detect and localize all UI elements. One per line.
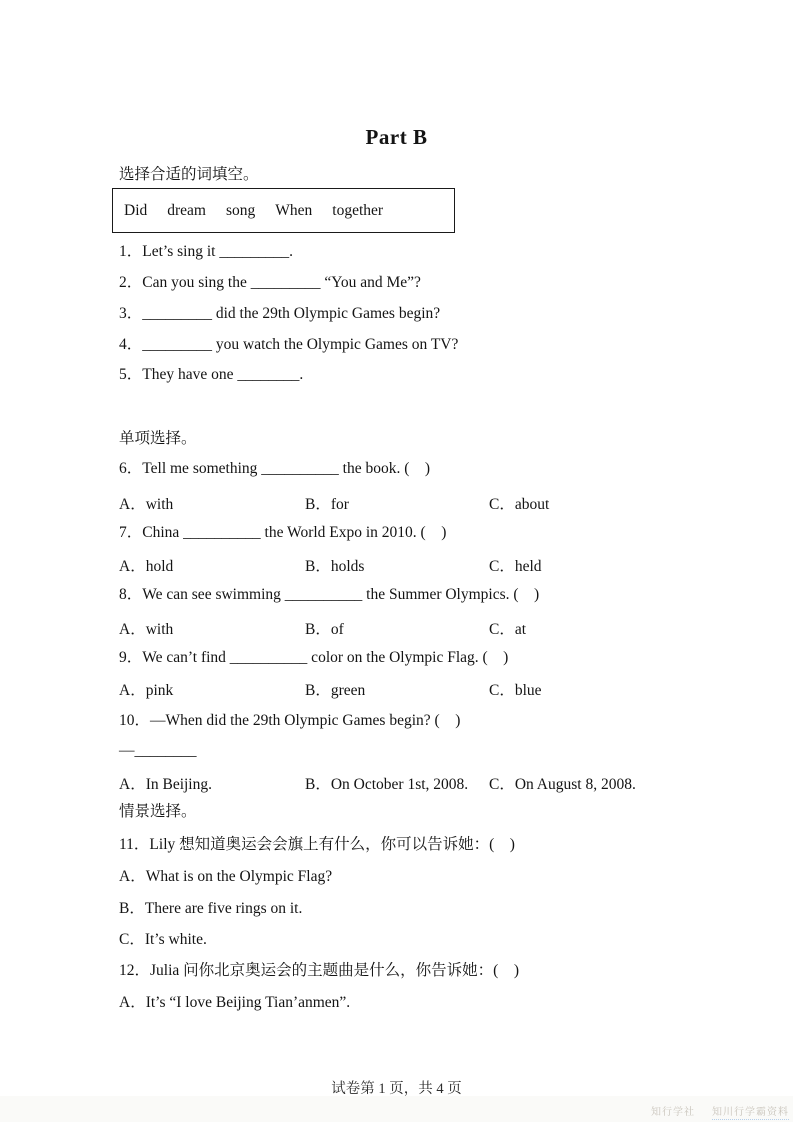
option-10-b: B．On October 1st, 2008. — [305, 776, 469, 793]
page-footer: 试卷第 1 页，共 4 页 — [331, 1081, 462, 1097]
option-9-c: C．blue — [489, 682, 542, 699]
question-7: 7．China __________ the World Expo in 2010. ( ) — [119, 524, 447, 541]
option-8-a: A．with — [119, 621, 174, 638]
word-bank-item: Did — [124, 201, 148, 219]
watermark-left: 知行学社 — [651, 1107, 695, 1118]
option-7-a: A．hold — [119, 558, 174, 575]
word-bank-item: When — [275, 201, 313, 219]
option-12-a: A．It’s “I love Beijing Tian’anmen”. — [119, 994, 351, 1011]
part-title: Part B — [365, 125, 428, 149]
watermark — [651, 1103, 789, 1120]
question-1: 1．Let’s sing it _________. — [119, 243, 293, 260]
option-8-b: B．of — [305, 621, 344, 638]
options-row-9 — [119, 678, 719, 698]
question-6: 6．Tell me something __________ the book. ( ) — [119, 460, 431, 477]
word-bank-item: together — [332, 201, 384, 219]
option-7-b: B．holds — [305, 558, 365, 575]
options-row-7 — [119, 554, 719, 574]
watermark-right: 知川行学霸资料 — [712, 1103, 789, 1120]
word-bank-item: dream — [167, 201, 206, 219]
question-11: 11．Lily 想知道奥运会会旗上有什么，你可以告诉她：( ) — [119, 836, 515, 853]
option-10-c: C．On August 8, 2008. — [489, 776, 636, 793]
option-7-c: C．held — [489, 558, 542, 575]
question-10-answer-blank: —________ — [119, 742, 197, 759]
question-9: 9．We can’t find __________ color on the Olympic Flag. ( ) — [119, 649, 509, 666]
question-4: 4．_________ you watch the Olympic Games on TV? — [119, 336, 459, 353]
section-heading-word-fill: 选择合适的词填空。 — [119, 166, 259, 183]
question-12: 12．Julia 问你北京奥运会的主题曲是什么，你告诉她：( ) — [119, 962, 519, 979]
option-11-c: C．It’s white. — [119, 931, 207, 948]
option-6-a: A．with — [119, 496, 174, 513]
options-row-6 — [119, 492, 719, 512]
question-3: 3．_________ did the 29th Olympic Games begin? — [119, 305, 441, 322]
options-row-10 — [119, 772, 719, 792]
section-heading-single-choice: 单项选择。 — [119, 430, 197, 447]
word-bank-item: song — [225, 201, 256, 219]
option-6-c: C．about — [489, 496, 550, 513]
option-6-b: B．for — [305, 496, 349, 513]
option-8-c: C．at — [489, 621, 527, 638]
question-2: 2．Can you sing the _________ “You and Me”? — [119, 274, 421, 291]
question-5: 5．They have one ________. — [119, 366, 304, 383]
option-9-a: A．pink — [119, 682, 174, 699]
option-11-b: B．There are five rings on it. — [119, 900, 303, 917]
word-bank-box — [112, 188, 455, 233]
option-11-a: A．What is on the Olympic Flag? — [119, 868, 333, 885]
option-9-b: B．green — [305, 682, 366, 699]
section-heading-situational: 情景选择。 — [119, 803, 197, 820]
options-row-8 — [119, 617, 719, 637]
question-8: 8．We can see swimming __________ the Summer Olympics. ( ) — [119, 586, 540, 603]
option-10-a: A．In Beijing. — [119, 776, 212, 793]
question-10: 10．—When did the 29th Olympic Games begin? ( ) — [119, 712, 461, 729]
